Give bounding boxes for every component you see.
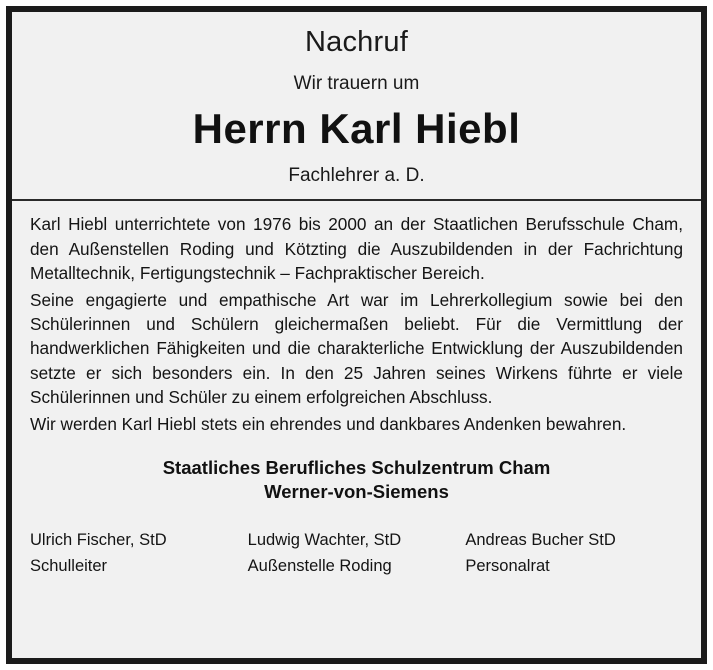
bottom-spacer — [30, 579, 683, 646]
signatory-name: Ulrich Fischer, StD — [30, 531, 167, 550]
signatory — [465, 528, 683, 579]
notice-headline: Nachruf — [305, 26, 408, 58]
divider — [12, 199, 701, 201]
signatory-name: Ludwig Wachter, StD — [247, 531, 402, 550]
body-paragraph: Wir werden Karl Hiebl stets ein ehrendes und dankbares Andenken bewahren. — [30, 413, 627, 434]
deceased-role: Fachlehrer a. D. — [288, 165, 425, 187]
signatories-row — [30, 528, 683, 579]
notice-body — [30, 212, 683, 436]
mourning-line: Wir trauern um — [293, 73, 420, 95]
body-paragraph: Karl Hiebl unterrichtete von 1976 bis 2000 an der Staatlichen Berufsschule Cham, den Außenstellen Roding und Kötzting die Auszubildenden in der Fachrichtung Metalltechnik, Fertigungstechnik – Fachpraktischer Bereich. — [30, 214, 683, 284]
organization-block — [30, 456, 683, 504]
signatory-title: Schulleiter — [30, 556, 108, 575]
signatory-title: Personalrat — [465, 556, 550, 575]
signatory-title: Außenstelle Roding — [247, 556, 392, 575]
organization-line-2: Werner-von-Siemens — [264, 481, 449, 503]
obituary-notice — [6, 6, 707, 664]
deceased-name: Herrn Karl Hiebl — [192, 105, 521, 153]
signatory — [248, 528, 466, 579]
signatory-name: Andreas Bucher StD — [465, 531, 616, 550]
signatory — [30, 528, 248, 579]
organization-line-1: Staatliches Berufliches Schulzentrum Cham — [162, 457, 551, 479]
body-paragraph: Seine engagierte und empathische Art war im Lehrerkollegium sowie bei den Schülerinnen und Schülern gleichermaßen beliebt. Für die Vermittlung der handwerklichen Fähigkeiten und die charakterliche Entwicklung der Auszubildenden setzte er sich besonders ein. In den 25 Jahren seines Wirkens führte er viele Schülerinnen und Schüler zu einem erfolgreichen Abschluss. — [30, 289, 683, 408]
